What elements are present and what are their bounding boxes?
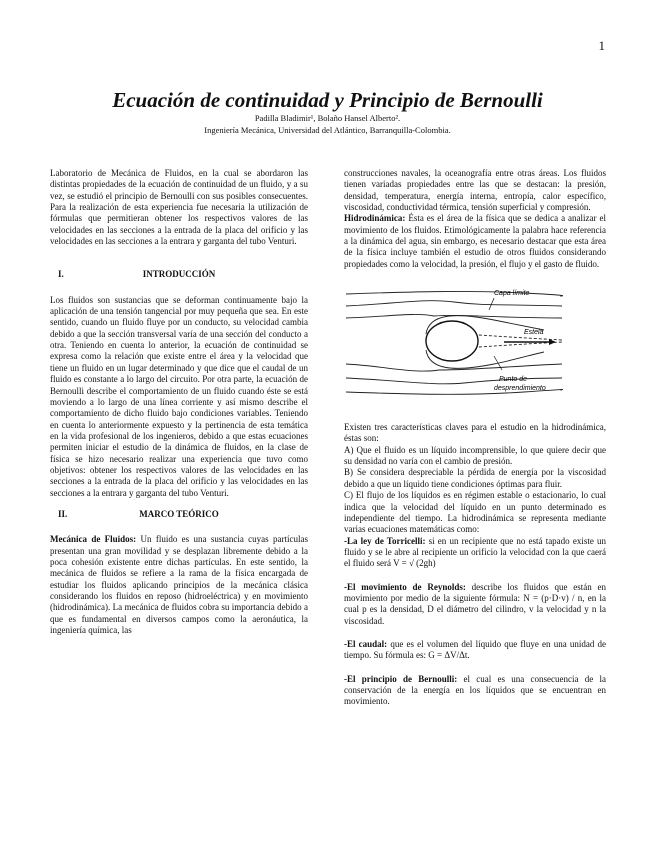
term-text: que es el volumen del líquido que fluye en una unidad de tiempo. Su fórmula es: G = ΔV/Δt. xyxy=(344,638,606,661)
mecanica-paragraph xyxy=(50,534,308,636)
term-text: el cual es una consecuencia de la conservación de la energía en los líquidos que se encuentran en movimiento. xyxy=(344,673,607,707)
hidrodinamica-paragraph xyxy=(344,213,606,270)
torricelli-paragraph xyxy=(344,536,606,570)
cylinder xyxy=(426,321,478,361)
section-number: I. xyxy=(58,269,64,280)
wake xyxy=(464,342,562,348)
bernoulli-paragraph xyxy=(344,674,606,708)
term-label: -El movimiento de Reynolds: xyxy=(344,581,466,592)
flow-figure xyxy=(344,284,606,406)
characteristics-intro: Existen tres características claves para el estudio en la hidrodinámica, éstas son: xyxy=(344,422,606,444)
characteristic-a: A) Que el fluido es un líquido incomprensible, lo que quiere decir que su densidad no varía con el cambio de presión. xyxy=(344,444,606,467)
section-number: II. xyxy=(58,508,68,519)
term-label: -El principio de Bernoulli: xyxy=(344,673,458,684)
author-block xyxy=(0,112,655,136)
properties-paragraph: construcciones navales, la oceanografía entre otras áreas. Los fluidos tienen variadas propiedades entre las que se destacan: la presión, densidad, temperatura, energía interna, entropía, calor específico, viscosidad, conductividad térmica, tensión superficial y compresión. xyxy=(344,168,606,213)
section-title: MARCO TEÓRICO xyxy=(139,508,219,519)
flow-diagram xyxy=(344,284,564,406)
page-number: 1 xyxy=(598,38,605,53)
left-column xyxy=(50,168,308,636)
term-label: -El caudal: xyxy=(344,638,388,649)
streamline xyxy=(346,364,562,371)
label-leader xyxy=(489,298,494,310)
section-heading-marco-teorico xyxy=(50,509,308,520)
streamline xyxy=(346,315,562,319)
term-label: Hidrodinámica: xyxy=(344,213,406,224)
paper-title: Ecuación de continuidad y Principio de Bernoulli xyxy=(112,88,543,112)
reynolds-paragraph xyxy=(344,582,606,627)
term-label: Mecánica de Fluidos: xyxy=(50,534,137,545)
affiliation-line: Ingeniería Mecánica, Universidad del Atlántico, Barranquilla-Colombia. xyxy=(204,125,451,135)
caudal-paragraph xyxy=(344,639,606,662)
characteristic-c: C) El flujo de los líquidos es en régimen estable o estacionario, lo cual indica que la velocidad del líquido en un punto determinado es independiente del tiempo. La hidrodinámica se representa mediante varias ecuaciones matemáticas como: xyxy=(344,490,606,535)
term-text: Ésta es el área de la física que se dedica a analizar el movimiento de los fluidos. Etimológicamente la palabra hace referencia a la dinámica del agua, sin embargo, es necesario destacar que esta área de la física incluye también el estudio de otros fluidos considerando propiedades como la velocidad, la presión, el flujo y el gasto de fluido. xyxy=(344,213,606,269)
characteristic-b: B) Se considera despreciable la pérdida de energía por la viscosidad debido a que un líquido tiene condiciones óptimas para fluir. xyxy=(344,467,606,489)
wake xyxy=(464,334,562,340)
label-capa-limite: Capa límite xyxy=(494,290,530,298)
streamline xyxy=(346,378,562,384)
term-text: Un fluido es una sustancia cuyas partículas presentan una gran movilidad y se desplazan libremente debido a la poca cohesión existente entre dichas partículas. En este sentido, la mecánica de fluidos se refiere a la rama de la física encargada de estudiar los fluidos aplicando principios de la mecánica clásica considerando los fluidos en reposo (hidroeléctrica) y en movimiento (hidrodinámica). La mecánica de fluidos cobra su importancia debido a que es fundamental en diversos campos como la aeronáutica, la ingeniería química, las xyxy=(50,534,308,636)
label-punto: Punto de xyxy=(499,376,528,384)
abstract-paragraph: Laboratorio de Mecánica de Fluidos, en la cual se abordaron las distintas propiedades de la ecuación de continuidad de un fluido, y a su vez, se estudió el principio de Bernoulli con sus posibles consecuentes. Para la realización de esta experiencia fue necesaria la utilización de fórmulas que permitieran obtener los respectivos valores de las velocidades en las secciones a la entrada de la placa del orificio y las velocidades en las secciones a la entrara y garganta del tubo Venturi. xyxy=(50,168,308,247)
section-title: INTRODUCCIÓN xyxy=(142,269,216,280)
label-desprendimiento: desprendimiento xyxy=(494,385,546,393)
term-label: -La ley de Torricelli: xyxy=(344,535,426,546)
term-text: describe los fluidos que están en movimiento por medio de la siguiente fórmula: N = (p·D·v) / n, en la cual p es la densidad, D el diámetro del cilindro, v la velocidad y n la viscosidad. xyxy=(344,581,606,626)
term-text: si en un recipiente que no está tapado existe un fluido y se le abre al recipiente un orificio la velocidad con la que caerá el fluido será V = √ (2gh) xyxy=(344,535,606,569)
authors-line: Padilla Bladimir¹, Bolaño Hansel Alberto². xyxy=(254,113,401,123)
label-estela: Estela xyxy=(524,329,544,337)
streamline xyxy=(346,292,563,297)
introduction-paragraph: Los fluidos son sustancias que se deforman continuamente bajo la aplicación de una tensión tangencial por muy pequeña que sea. En este sentido, cuando un fluido fluye por un conducto, su velocidad cambia debido a que la sección transversal varía de una sección del conducto a otra. Teniendo en cuenta lo anterior, la ecuación de continuidad se expresa como la relación que existe entre el área y la velocidad que tiene un fluido en un lugar determinado y que dice que el caudal de un fluido es constante a lo largo del circuito. Por otra parte, la ecuación de Bernoulli describe el comportamiento de un fluido cuando éste se está moviendo a lo largo de una línea corriente y así mismo describe el comportamiento de dicho fluido bajo condiciones variables. Teniendo en cuenta lo anteriormente expuesto y la pertinencia de esta temática en la vida profesional de los ingenieros, debido a que estas ecuaciones permiten iniciar el estudio de la dinámica de fluidos, en la clase de física se hizo necesario realizar una experiencia que tuvo como objetivos: obtener los respectivos valores de las velocidades en las secciones a la entrada de la placa del orificio y las velocidades en las secciones a la entrara y garganta del tubo Venturi. xyxy=(50,294,308,498)
section-heading-introduccion xyxy=(50,269,308,280)
right-column xyxy=(344,168,606,708)
streamline xyxy=(346,301,562,306)
